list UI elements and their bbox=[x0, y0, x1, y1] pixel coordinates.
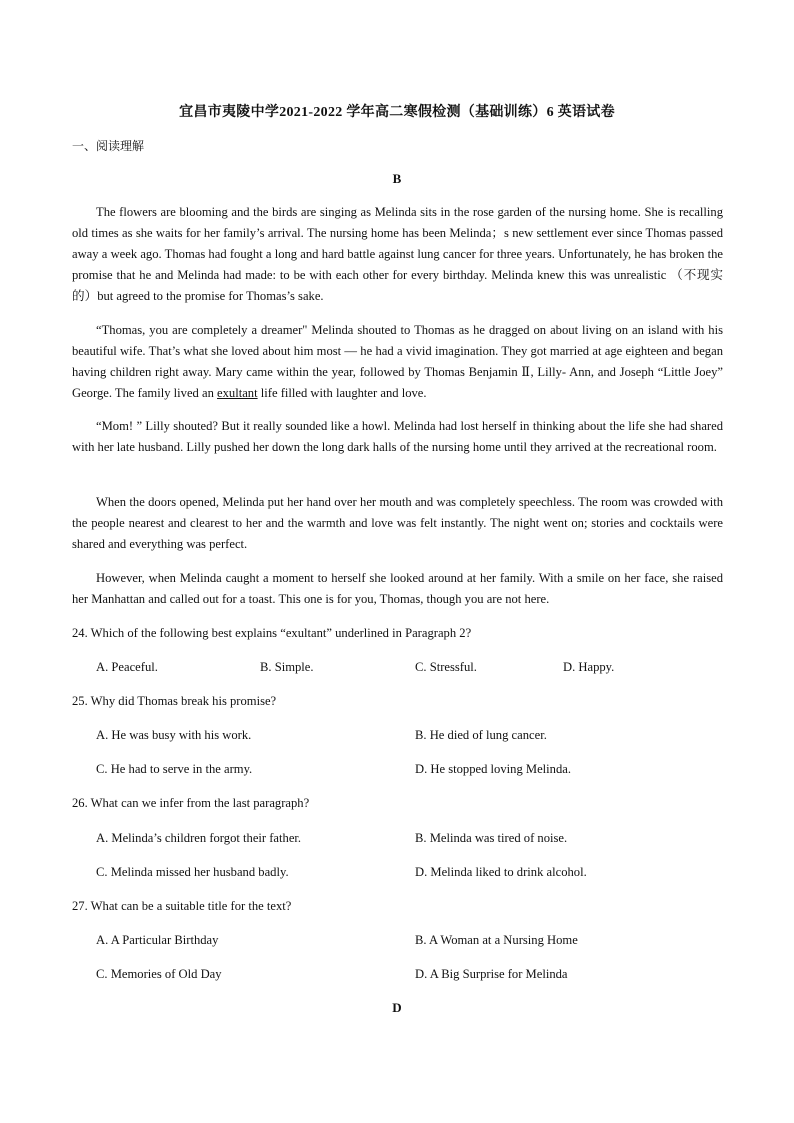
answer-option: D. A Big Surprise for Melinda bbox=[415, 967, 568, 981]
paragraph-text: life filled with laughter and love. bbox=[257, 386, 427, 400]
answer-option: B. A Woman at a Nursing Home bbox=[415, 933, 578, 947]
section-heading: 一、阅读理解 bbox=[72, 139, 145, 153]
underlined-word: exultant bbox=[217, 386, 258, 400]
passage-paragraph: “Mom! ” Lilly shouted? But it really sounded like a howl. Melinda had lost herself in thinking about the life she had shared with her late husband. Lilly pushed her down the long dark halls of the nursing home until they arrived at the recreational room. bbox=[72, 419, 723, 454]
answer-option: D. Melinda liked to drink alcohol. bbox=[415, 865, 587, 879]
answer-option: C. He had to serve in the army. bbox=[96, 762, 253, 776]
answer-option: A. Peaceful. bbox=[96, 660, 158, 674]
passage-b-label: B bbox=[392, 171, 402, 186]
answer-option: C. Melinda missed her husband badly. bbox=[96, 865, 289, 879]
answer-option: B. Simple. bbox=[260, 660, 314, 674]
question-stem: 27. What can be a suitable title for the text? bbox=[72, 899, 292, 913]
passage-paragraph: However, when Melinda caught a moment to herself she looked around at her family. With a smile on her face, she raised her Manhattan and called out for a toast. This one is for you, Thomas, though you are not here. bbox=[72, 571, 723, 606]
answer-option: C. Memories of Old Day bbox=[96, 967, 222, 981]
answer-option: D. He stopped loving Melinda. bbox=[415, 762, 572, 776]
passage-paragraph bbox=[72, 320, 723, 404]
answer-option: B. He died of lung cancer. bbox=[415, 728, 547, 742]
question-stem: 25. Why did Thomas break his promise? bbox=[72, 694, 277, 708]
passage-paragraph: The flowers are blooming and the birds are singing as Melinda sits in the rose garden of the nursing home. She is recalling old times as she waits for her family’s arrival. The nursing home has been Melinda；s new settlement ever since Thomas passed away a week ago. Thomas had fought a long and hard battle against lung cancer for three years. Unfortunately, he has broken the promise that he and Melinda had made: to be with each other for every birthday. Melinda knew this was unrealistic （不现实的）but agreed to the promise for Thomas’s sake. bbox=[72, 205, 723, 303]
exam-title: 宜昌市夷陵中学2021-2022 学年高二寒假检测（基础训练）6 英语试卷 bbox=[179, 105, 615, 120]
passage-d-label: D bbox=[392, 1000, 402, 1015]
question-stem: 26. What can we infer from the last paragraph? bbox=[72, 796, 310, 810]
question-stem: 24. Which of the following best explains “exultant” underlined in Paragraph 2? bbox=[72, 626, 472, 640]
answer-option: A. He was busy with his work. bbox=[96, 728, 252, 742]
passage-paragraph: When the doors opened, Melinda put her hand over her mouth and was completely speechless. The room was crowded with the people nearest and clearest to her and the warmth and love was felt instantly. The night went on; stories and cocktails were shared and everything was perfect. bbox=[72, 495, 723, 551]
answer-option: B. Melinda was tired of noise. bbox=[415, 831, 568, 845]
answer-option: D. Happy. bbox=[563, 660, 615, 674]
answer-option: C. Stressful. bbox=[415, 660, 477, 674]
answer-option: A. Melinda’s children forgot their father. bbox=[96, 831, 302, 845]
paragraph-text: “Thomas, you are completely a dreamer" Melinda shouted to Thomas as he dragged on about living on an island with his beautiful wife. That’s what she loved about him most — he had a vivid imagination. They got married at age eighteen and began having children right away. Mary came within the year, followed by Thomas Benjamin Ⅱ, Lilly- Ann, and Joseph “Little Joey” George. The family lived an bbox=[72, 323, 723, 400]
answer-option: A. A Particular Birthday bbox=[96, 933, 219, 947]
